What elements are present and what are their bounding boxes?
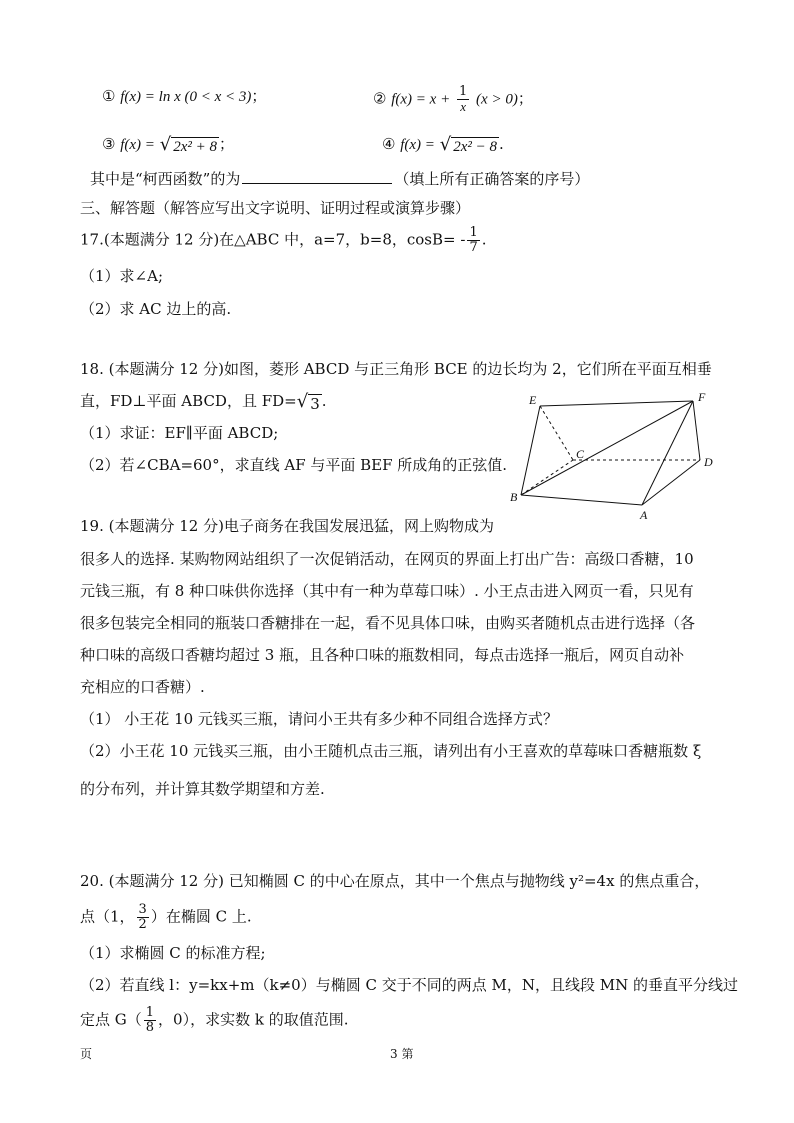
frac-num: 1 <box>458 84 468 99</box>
option-1 <box>102 85 266 108</box>
q19-part-2: （2）小王花 10 元钱买三瓶，由小王随机点击三瓶，请列出有小王喜欢的草莓味口香糖瓶数 ξ <box>80 742 702 760</box>
option-2-expr: f(x) = x + <box>391 91 451 108</box>
option-2-end: ； <box>517 89 533 108</box>
q16-prompt: 其中是“柯西函数”的为 <box>90 170 241 188</box>
q17-text: 17.(本题满分 12 分)在△ABC 中，a=7，b=8，cosB= - <box>80 230 466 249</box>
section-heading: 三、解答题（解答应写出文字说明、证明过程或演算步骤） <box>80 199 471 217</box>
option-1-func: f <box>120 89 125 105</box>
frac-num: 1 <box>145 1005 155 1020</box>
q17-part-2: （2）求 AC 边上的高. <box>80 300 232 318</box>
label-B: B <box>510 490 518 504</box>
q20-part-1: （1）求椭圆 C 的标准方程; <box>80 944 266 962</box>
q20-g-pre: 定点 G（ <box>80 1010 142 1029</box>
radicand: 2x² − 8 <box>453 138 497 155</box>
q20-g-post: ，0），求实数 k 的取值范围. <box>158 1010 349 1029</box>
q18-part-1: （1）求证：EF∥平面 ABCD; <box>80 424 279 442</box>
option-3-end: ； <box>218 135 234 153</box>
q19-line-2: 很多人的选择. 某购物网站组织了一次促销活动，在网页的界面上打出广告：高级口香糖，10 <box>80 550 694 568</box>
edge-DF <box>693 401 700 460</box>
option-4 <box>382 133 504 156</box>
geometry-figure <box>505 388 730 523</box>
edge-AF <box>642 401 693 505</box>
q16-fill-line <box>90 168 589 190</box>
q20-fraction <box>137 903 149 932</box>
frac-den: x <box>460 99 467 114</box>
q19-part-2-cont: 的分布列，并计算其数学期望和方差. <box>80 780 325 798</box>
option-4-marker: ④ <box>382 135 396 153</box>
label-F: F <box>698 390 706 404</box>
q19-line-1: 19. (本题满分 12 分)电子商务在我国发展迅猛，网上购物成为 <box>80 517 494 535</box>
q19-line-4: 很多包装完全相同的瓶装口香糖排在一起，看不见具体口味，由购买者随机点击进行选择（各 <box>80 614 696 632</box>
q18-line-2-text: 直，FD⊥平面 ABCD，且 FD= <box>80 392 297 410</box>
radicand: 3 <box>310 394 320 413</box>
frac-den: 7 <box>469 240 478 255</box>
frac-num: 1 <box>469 225 478 240</box>
option-3-expr: f(x) = <box>120 137 155 153</box>
edge-AD <box>642 460 700 505</box>
q19-line-6: 充相应的口香糖）. <box>80 678 205 696</box>
sqrt-symbol: √ 2x² − 8 <box>439 133 497 155</box>
edge-BF <box>521 401 693 495</box>
label-D: D <box>704 455 713 469</box>
answer-blank[interactable] <box>242 169 392 184</box>
q16-instruction: （填上所有正确答案的序号） <box>394 170 590 188</box>
edge-EC <box>540 406 573 460</box>
option-3 <box>102 133 234 156</box>
q19-line-5: 种口味的高级口香糖均超过 3 瓶，且各种口味的瓶数相同，每点击选择一瓶后，网页自动补 <box>80 646 685 664</box>
q17-fraction <box>467 226 479 255</box>
footer-left: 页 <box>80 1047 93 1061</box>
option-4-expr: f(x) = <box>400 137 435 153</box>
q18-line-1: 18. (本题满分 12 分)如图，菱形 ABCD 与正三角形 BCE 的边长均为 2，它们所在平面互相垂 <box>80 360 712 378</box>
option-2-marker: ② <box>373 89 387 108</box>
q19-line-3: 元钱三瓶，有 8 种口味供你选择（其中有一种为草莓口味）. 小王点击进入网页一看，只见有 <box>80 582 694 600</box>
q20-g-fraction <box>144 1006 156 1035</box>
frac-num: 3 <box>138 902 147 917</box>
q17-stem <box>80 226 487 255</box>
q20-line-2 <box>80 903 252 932</box>
q20-line-1: 20. (本题满分 12 分) 已知椭圆 C 的中心在原点，其中一个焦点与抛物线 y²=4x 的焦点重合， <box>80 872 710 890</box>
option-2-fraction <box>457 85 469 114</box>
option-1-expr: (x) = ln x (0 < x < 3) <box>124 89 252 105</box>
label-E: E <box>529 393 537 407</box>
radicand: 2x² + 8 <box>173 138 217 155</box>
q17-part-1: （1）求∠A; <box>80 267 163 285</box>
q18-line-2-end: . <box>321 392 327 410</box>
q20-part-2: （2）若直线 l：y=kx+m（k≠0）与椭圆 C 交于不同的两点 M，N，且线段 MN 的垂直平分线过 <box>80 976 738 994</box>
label-C: C <box>576 447 585 461</box>
option-1-end: ； <box>251 87 267 105</box>
option-2-domain: (x > 0) <box>476 91 518 108</box>
option-2 <box>373 85 533 114</box>
q18-part-2: （2）若∠CBA=60°，求直线 AF 与平面 BEF 所成角的正弦值. <box>80 456 508 474</box>
q17-end: . <box>481 230 487 249</box>
q18-line-2 <box>80 390 327 413</box>
option-4-end: . <box>498 135 504 153</box>
sqrt-symbol: √ 3 <box>296 390 320 413</box>
frac-den: 8 <box>145 1020 155 1035</box>
edge-BC <box>521 460 573 495</box>
q20-part-2-cont <box>80 1006 349 1035</box>
option-3-marker: ③ <box>102 135 116 153</box>
frac-den: 2 <box>138 917 147 932</box>
edge-BA <box>521 495 642 505</box>
label-A: A <box>640 508 648 522</box>
edge-EF <box>540 401 693 406</box>
q20-point-post: ）在椭圆 C 上. <box>150 907 252 926</box>
q20-point-pre: 点（1， <box>80 907 135 926</box>
q19-part-1: （1） 小王花 10 元钱买三瓶，请问小王共有多少种不同组合选择方式？ <box>80 710 558 728</box>
edge-EB <box>521 406 540 495</box>
option-1-marker: ① <box>102 87 116 105</box>
page-number: 3 第 <box>390 1047 414 1061</box>
sqrt-symbol: √ 2x² + 8 <box>159 133 217 155</box>
